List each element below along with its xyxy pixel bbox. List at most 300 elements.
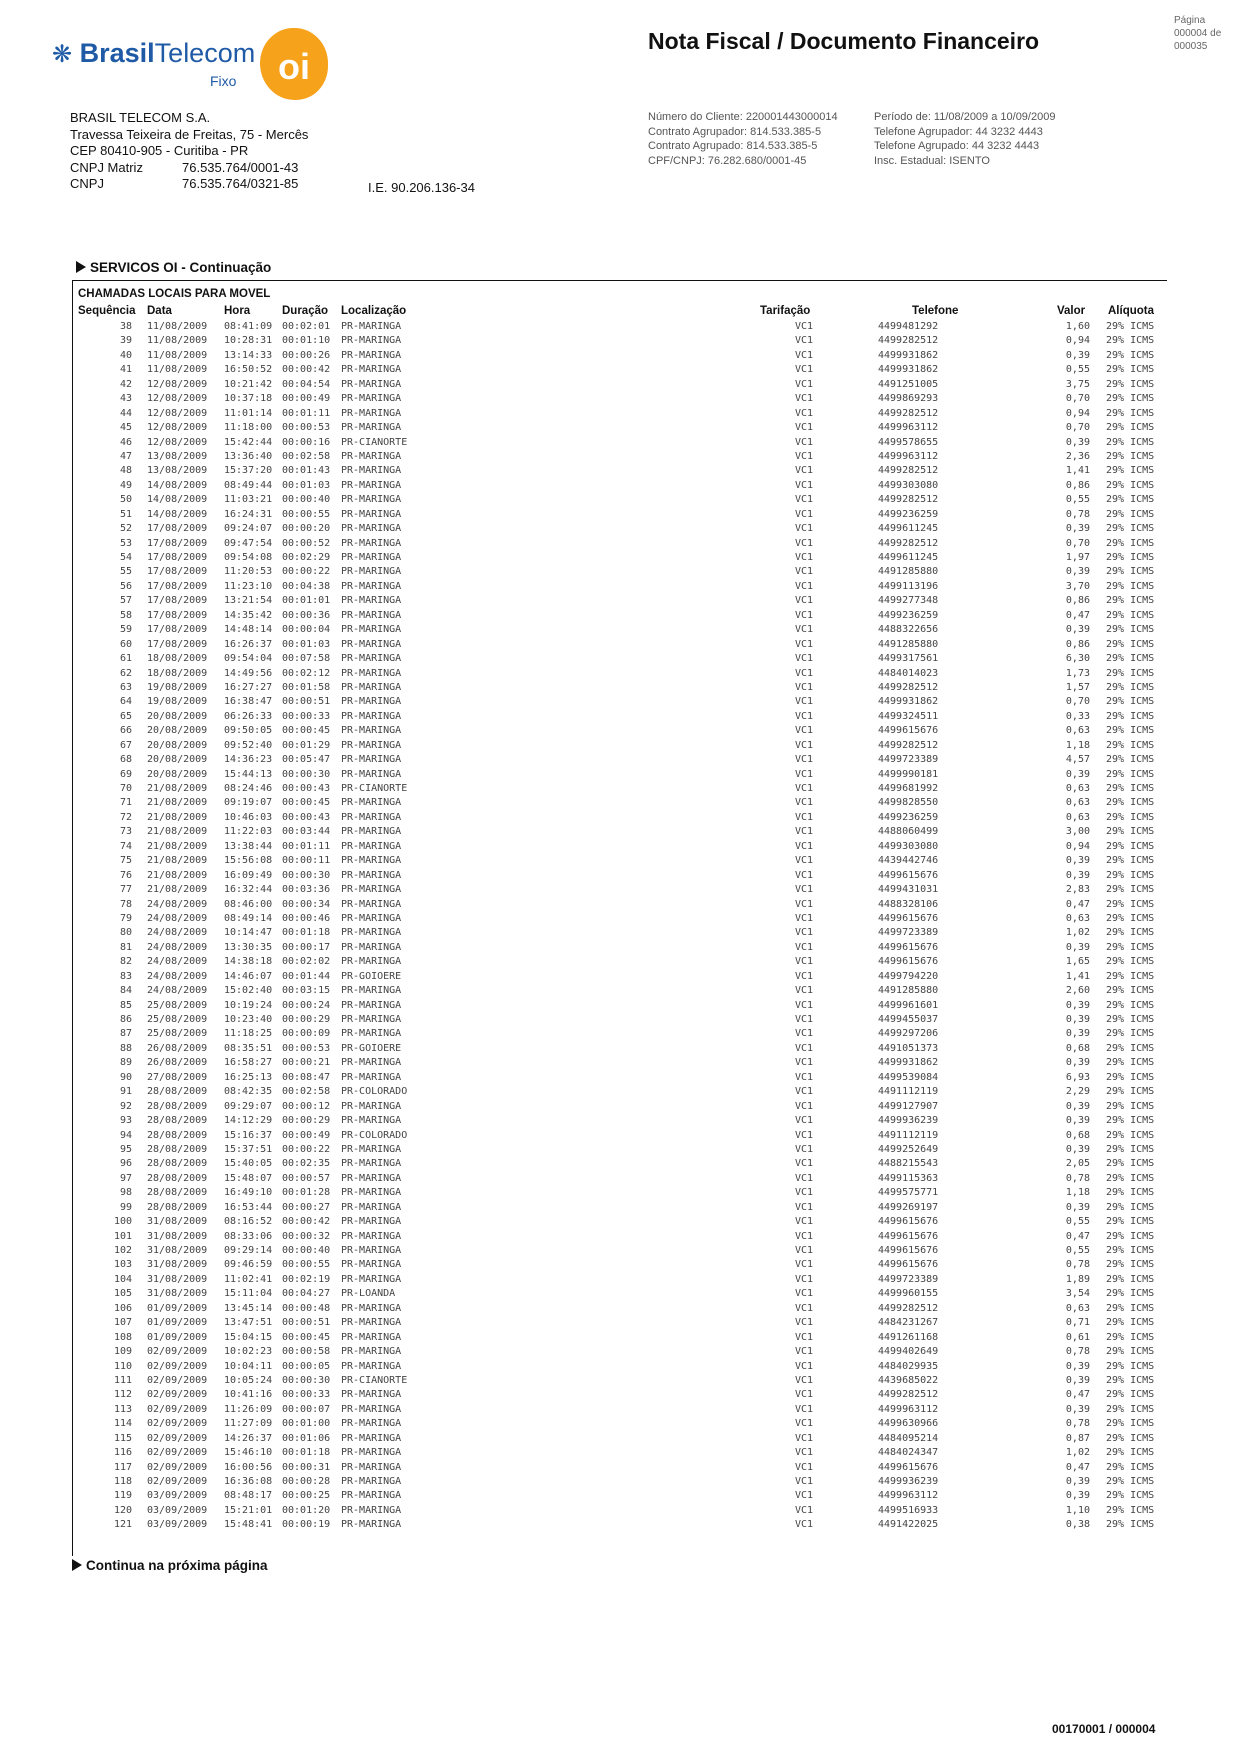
row-hora: 06:26:33 [224,710,273,722]
row-hora: 14:26:37 [224,1432,273,1444]
row-tarifacao: VC1 [794,855,814,867]
row-localizacao: PR-MARINGA [341,739,402,751]
row-telefone: 4499828550 [878,797,939,809]
billing-period: Período de: 11/08/2009 a 10/09/2009 [874,111,1056,123]
row-aliquota: 29% ICMS [1106,364,1155,376]
row-aliquota: 29% ICMS [1106,1259,1155,1271]
row-data: 21/08/2009 [147,811,208,823]
row-duracao: 00:00:48 [282,1302,331,1314]
row-data: 20/08/2009 [147,739,208,751]
row-valor: 0,39 [1065,624,1090,636]
table-row [0,1186,1236,1200]
row-tarifacao: VC1 [794,681,814,693]
row-telefone: 4484231267 [878,1317,939,1329]
table-row [0,392,1236,406]
table-row [0,768,1236,782]
row-valor: 0,39 [1065,1115,1090,1127]
row-duracao: 00:01:11 [282,840,331,852]
row-telefone: 4499303080 [878,840,939,852]
row-valor: 0,39 [1065,1476,1090,1487]
row-duracao: 00:00:51 [282,1317,331,1329]
row-tarifacao: VC1 [794,1418,814,1430]
row-valor: 0,33 [1065,710,1090,722]
table-row [0,1475,1236,1489]
row-data: 21/08/2009 [147,884,208,896]
row-localizacao: PR-MARINGA [341,1389,402,1401]
row-telefone: 4499282512 [878,739,939,751]
row-data: 17/08/2009 [147,624,208,636]
row-data: 24/08/2009 [147,956,208,968]
row-telefone: 4499615676 [878,725,939,737]
row-data: 17/08/2009 [147,552,208,563]
row-telefone: 4499127907 [878,1100,939,1112]
company-address-line2: CEP 80410-905 - Curitiba - PR [70,143,249,158]
row-hora: 08:16:52 [224,1216,273,1228]
row-hora: 15:56:08 [224,855,273,867]
row-localizacao: PR-MARINGA [341,422,402,434]
row-hora: 15:42:44 [224,436,273,448]
row-localizacao: PR-MARINGA [341,681,402,693]
row-aliquota: 29% ICMS [1106,393,1155,405]
table-row [0,479,1236,493]
row-valor: 0,70 [1065,422,1090,434]
row-aliquota: 29% ICMS [1106,927,1155,939]
row-valor: 0,39 [1065,1014,1090,1025]
row-data: 28/08/2009 [147,1115,208,1127]
row-hora: 11:18:00 [224,422,273,434]
row-tarifacao: VC1 [794,321,814,332]
row-sequencia: 103 [113,1259,132,1271]
row-telefone: 4499615676 [878,941,939,953]
row-tarifacao: VC1 [794,450,814,462]
col-header-sequencia: Sequência [78,305,136,317]
row-telefone: 4499931862 [878,364,939,376]
row-localizacao: PR-MARINGA [341,912,402,924]
row-telefone: 4499282512 [878,681,939,693]
row-hora: 16:38:47 [224,696,273,708]
row-data: 24/08/2009 [147,898,208,910]
cnpj-value: 76.535.764/0321-85 [182,176,299,191]
table-row [0,1518,1236,1532]
row-duracao: 00:00:26 [282,349,331,361]
row-data: 27/08/2009 [147,1071,208,1083]
row-duracao: 00:00:12 [282,1100,331,1112]
row-data: 24/08/2009 [147,912,208,924]
row-telefone: 4499963112 [878,1403,939,1415]
row-duracao: 00:00:40 [282,1245,331,1256]
row-aliquota: 29% ICMS [1106,624,1155,636]
row-hora: 16:26:37 [224,638,273,650]
table-row [0,1360,1236,1374]
table-row [0,522,1236,536]
row-valor: 0,68 [1065,1129,1090,1141]
row-sequencia: 48 [119,465,132,477]
row-localizacao: PR-MARINGA [341,1245,402,1256]
row-hora: 08:46:00 [224,898,273,910]
row-duracao: 00:00:40 [282,494,331,506]
row-hora: 09:52:40 [224,739,273,751]
table-row [0,825,1236,839]
row-data: 31/08/2009 [147,1245,208,1256]
row-localizacao: PR-MARINGA [341,537,402,549]
row-valor: 1,02 [1065,1447,1090,1459]
table-row [0,1287,1236,1301]
table-row [0,695,1236,709]
row-sequencia: 84 [119,985,132,997]
row-localizacao: PR-MARINGA [341,956,402,968]
row-aliquota: 29% ICMS [1106,508,1155,520]
row-sequencia: 64 [119,696,132,708]
row-hora: 14:35:42 [224,609,273,621]
row-aliquota: 29% ICMS [1106,1042,1155,1054]
row-tarifacao: VC1 [794,552,814,563]
row-telefone: 4499236259 [878,508,939,520]
row-localizacao: PR-MARINGA [341,364,402,376]
row-telefone: 4499931862 [878,696,939,708]
row-telefone: 4499960155 [878,1288,939,1300]
row-valor: 0,47 [1065,609,1090,621]
inscricao-estadual: I.E. 90.206.136-34 [368,180,475,195]
row-data: 21/08/2009 [147,855,208,867]
row-valor: 0,55 [1065,1216,1090,1228]
row-hora: 16:36:08 [224,1476,273,1487]
table-row [0,955,1236,969]
table-row [0,753,1236,767]
row-aliquota: 29% ICMS [1106,494,1155,506]
row-hora: 11:03:21 [224,494,273,506]
row-data: 12/08/2009 [147,393,208,405]
row-sequencia: 71 [119,797,132,809]
row-sequencia: 51 [119,508,132,520]
row-data: 17/08/2009 [147,580,208,592]
row-data: 13/08/2009 [147,450,208,462]
row-tarifacao: VC1 [794,537,814,549]
row-aliquota: 29% ICMS [1106,552,1155,563]
row-aliquota: 29% ICMS [1106,450,1155,462]
row-tarifacao: VC1 [794,1158,814,1170]
row-tarifacao: VC1 [794,1302,814,1314]
row-localizacao: PR-MARINGA [341,826,402,838]
row-sequencia: 63 [119,681,132,693]
table-row [0,869,1236,883]
row-tarifacao: VC1 [794,970,814,982]
row-telefone: 4499481292 [878,321,939,332]
row-data: 17/08/2009 [147,595,208,607]
row-data: 02/09/2009 [147,1447,208,1459]
row-tarifacao: VC1 [794,1317,814,1329]
row-valor: 1,65 [1065,956,1090,968]
row-duracao: 00:00:27 [282,1201,331,1213]
row-telefone: 4499282512 [878,1389,939,1401]
row-sequencia: 98 [119,1187,132,1199]
logo-brand-part1: Brasil [79,38,155,68]
table-row [0,1302,1236,1316]
row-localizacao: PR-MARINGA [341,609,402,621]
row-data: 17/08/2009 [147,638,208,650]
row-valor: 0,47 [1065,1389,1090,1401]
row-hora: 13:30:35 [224,941,273,953]
row-aliquota: 29% ICMS [1106,970,1155,982]
table-row [0,840,1236,854]
row-localizacao: PR-MARINGA [341,378,402,390]
row-aliquota: 29% ICMS [1106,1317,1155,1329]
row-hora: 15:11:04 [224,1288,273,1300]
row-data: 12/08/2009 [147,407,208,419]
row-sequencia: 72 [119,811,132,823]
row-localizacao: PR-MARINGA [341,869,402,881]
row-data: 20/08/2009 [147,710,208,722]
row-valor: 1,10 [1065,1504,1090,1516]
row-hora: 10:37:18 [224,393,273,405]
row-sequencia: 95 [119,1143,132,1155]
row-duracao: 00:01:28 [282,1187,331,1199]
brasil-telecom-logo [52,38,255,69]
row-aliquota: 29% ICMS [1106,1331,1155,1343]
row-valor: 0,94 [1065,840,1090,852]
row-tarifacao: VC1 [794,1331,814,1343]
row-valor: 0,39 [1065,1057,1090,1069]
row-sequencia: 82 [119,956,132,968]
row-telefone: 4499113196 [878,580,939,592]
row-hora: 15:04:15 [224,1331,273,1343]
table-row [0,811,1236,825]
row-hora: 10:21:42 [224,378,273,390]
table-row [0,1273,1236,1287]
table-row [0,1085,1236,1099]
row-sequencia: 81 [119,941,132,953]
row-valor: 0,39 [1065,349,1090,361]
row-data: 02/09/2009 [147,1389,208,1401]
row-aliquota: 29% ICMS [1106,1028,1155,1040]
row-localizacao: PR-MARINGA [341,1504,402,1516]
row-aliquota: 29% ICMS [1106,1288,1155,1300]
row-duracao: 00:04:54 [282,378,331,390]
row-data: 11/08/2009 [147,349,208,361]
row-telefone: 4499539084 [878,1071,939,1083]
row-duracao: 00:00:52 [282,537,331,549]
row-valor: 0,55 [1065,364,1090,376]
row-aliquota: 29% ICMS [1106,1245,1155,1256]
row-aliquota: 29% ICMS [1106,826,1155,838]
row-sequencia: 70 [119,783,132,794]
row-aliquota: 29% ICMS [1106,1403,1155,1415]
row-localizacao: PR-MARINGA [341,667,402,679]
row-duracao: 00:00:53 [282,1042,331,1054]
table-row [0,1417,1236,1431]
client-info [648,110,838,168]
table-row [0,1461,1236,1475]
row-telefone: 4488328106 [878,898,939,910]
row-sequencia: 60 [119,638,132,650]
row-sequencia: 52 [119,523,132,535]
row-sequencia: 112 [113,1389,132,1401]
row-telefone: 4499282512 [878,335,939,347]
row-valor: 0,63 [1065,783,1090,794]
row-tarifacao: VC1 [794,407,814,419]
row-data: 28/08/2009 [147,1158,208,1170]
row-duracao: 00:00:42 [282,364,331,376]
row-valor: 0,47 [1065,1230,1090,1242]
row-telefone: 4499794220 [878,970,939,982]
table-row [0,1143,1236,1157]
row-duracao: 00:00:21 [282,1057,331,1069]
row-localizacao: PR-MARINGA [341,1071,402,1083]
row-telefone: 4499297206 [878,1028,939,1040]
row-hora: 10:02:23 [224,1346,273,1358]
row-localizacao: PR-MARINGA [341,1403,402,1415]
row-sequencia: 67 [119,739,132,751]
row-valor: 1,18 [1065,1187,1090,1199]
row-hora: 15:16:37 [224,1129,273,1141]
table-row [0,1201,1236,1215]
table-row [0,1230,1236,1244]
row-duracao: 00:02:12 [282,667,331,679]
row-tarifacao: VC1 [794,624,814,636]
row-tarifacao: VC1 [794,1143,814,1155]
row-hora: 09:19:07 [224,797,273,809]
row-sequencia: 106 [113,1302,132,1314]
row-duracao: 00:02:58 [282,1086,331,1098]
row-hora: 16:24:31 [224,508,273,520]
row-sequencia: 44 [119,407,132,419]
row-sequencia: 94 [119,1129,132,1141]
row-sequencia: 57 [119,595,132,607]
row-aliquota: 29% ICMS [1106,595,1155,607]
row-telefone: 4499324511 [878,710,939,722]
row-data: 28/08/2009 [147,1201,208,1213]
row-localizacao: PR-MARINGA [341,494,402,506]
row-telefone: 4499611245 [878,552,939,563]
row-valor: 0,39 [1065,1360,1090,1372]
row-localizacao: PR-MARINGA [341,710,402,722]
table-row [0,436,1236,450]
row-valor: 0,61 [1065,1331,1090,1343]
row-valor: 0,55 [1065,1245,1090,1256]
row-sequencia: 45 [119,422,132,434]
row-data: 14/08/2009 [147,508,208,520]
cnpj-label: CNPJ [70,176,104,191]
row-data: 24/08/2009 [147,941,208,953]
row-valor: 1,41 [1065,465,1090,477]
row-tarifacao: VC1 [794,566,814,578]
row-duracao: 00:00:57 [282,1172,331,1184]
row-valor: 0,39 [1065,855,1090,867]
row-tarifacao: VC1 [794,422,814,434]
row-aliquota: 29% ICMS [1106,1360,1155,1372]
row-telefone: 4499317561 [878,653,939,665]
col-header-tarifacao: Tarifação [760,305,811,317]
section-title-text: SERVICOS OI - Continuação [90,260,272,275]
row-duracao: 00:01:58 [282,681,331,693]
row-duracao: 00:00:36 [282,609,331,621]
row-telefone: 4499455037 [878,1014,939,1025]
row-aliquota: 29% ICMS [1106,725,1155,737]
table-row [0,594,1236,608]
table-row [0,1157,1236,1171]
row-localizacao: PR-MARINGA [341,999,402,1011]
row-data: 21/08/2009 [147,783,208,794]
row-localizacao: PR-MARINGA [341,1346,402,1358]
row-telefone: 4484024347 [878,1447,939,1459]
row-valor: 0,47 [1065,898,1090,910]
row-tarifacao: VC1 [794,826,814,838]
row-sequencia: 39 [119,335,132,347]
row-valor: 0,39 [1065,1403,1090,1415]
table-row [0,796,1236,810]
row-localizacao: PR-CIANORTE [341,436,408,448]
row-duracao: 00:01:03 [282,479,331,491]
row-duracao: 00:00:49 [282,393,331,405]
row-data: 20/08/2009 [147,725,208,737]
row-hora: 09:54:04 [224,653,273,665]
row-valor: 2,83 [1065,884,1090,896]
row-aliquota: 29% ICMS [1106,580,1155,592]
row-valor: 3,54 [1065,1288,1090,1300]
logo-brand-part2: Telecom [154,38,256,68]
col-header-data: Data [147,305,172,317]
row-tarifacao: VC1 [794,1447,814,1459]
row-tarifacao: VC1 [794,479,814,491]
row-aliquota: 29% ICMS [1106,1461,1155,1473]
row-aliquota: 29% ICMS [1106,1418,1155,1430]
row-data: 21/08/2009 [147,797,208,809]
row-hora: 14:12:29 [224,1115,273,1127]
row-sequencia: 99 [119,1201,132,1213]
row-tarifacao: VC1 [794,1014,814,1025]
row-telefone: 4499936239 [878,1115,939,1127]
row-data: 24/08/2009 [147,927,208,939]
row-data: 28/08/2009 [147,1129,208,1141]
row-telefone: 4488060499 [878,826,939,838]
row-sequencia: 83 [119,970,132,982]
table-row [0,1013,1236,1027]
row-hora: 13:36:40 [224,450,273,462]
row-tarifacao: VC1 [794,378,814,390]
row-valor: 0,39 [1065,869,1090,881]
table-row [0,1432,1236,1446]
row-telefone: 4491285880 [878,638,939,650]
row-duracao: 00:01:01 [282,595,331,607]
row-data: 26/08/2009 [147,1042,208,1054]
row-data: 26/08/2009 [147,1057,208,1069]
row-tarifacao: VC1 [794,1201,814,1213]
row-duracao: 00:02:19 [282,1273,331,1285]
table-row [0,508,1236,522]
row-hora: 15:48:07 [224,1172,273,1184]
row-aliquota: 29% ICMS [1106,1216,1155,1228]
row-duracao: 00:00:30 [282,1374,331,1386]
row-telefone: 4499282512 [878,494,939,506]
row-duracao: 00:00:11 [282,855,331,867]
row-sequencia: 74 [119,840,132,852]
row-sequencia: 109 [113,1346,132,1358]
row-hora: 15:48:41 [224,1519,273,1531]
row-valor: 0,47 [1065,1461,1090,1473]
row-data: 02/09/2009 [147,1476,208,1487]
row-telefone: 4499961601 [878,999,939,1011]
row-tarifacao: VC1 [794,1403,814,1415]
table-row [0,363,1236,377]
row-aliquota: 29% ICMS [1106,1158,1155,1170]
row-valor: 0,78 [1065,508,1090,520]
row-data: 18/08/2009 [147,653,208,665]
table-row [0,623,1236,637]
table-row [0,537,1236,551]
row-aliquota: 29% ICMS [1106,985,1155,997]
row-duracao: 00:00:09 [282,1028,331,1040]
row-data: 11/08/2009 [147,364,208,376]
row-localizacao: PR-CIANORTE [341,1374,408,1386]
